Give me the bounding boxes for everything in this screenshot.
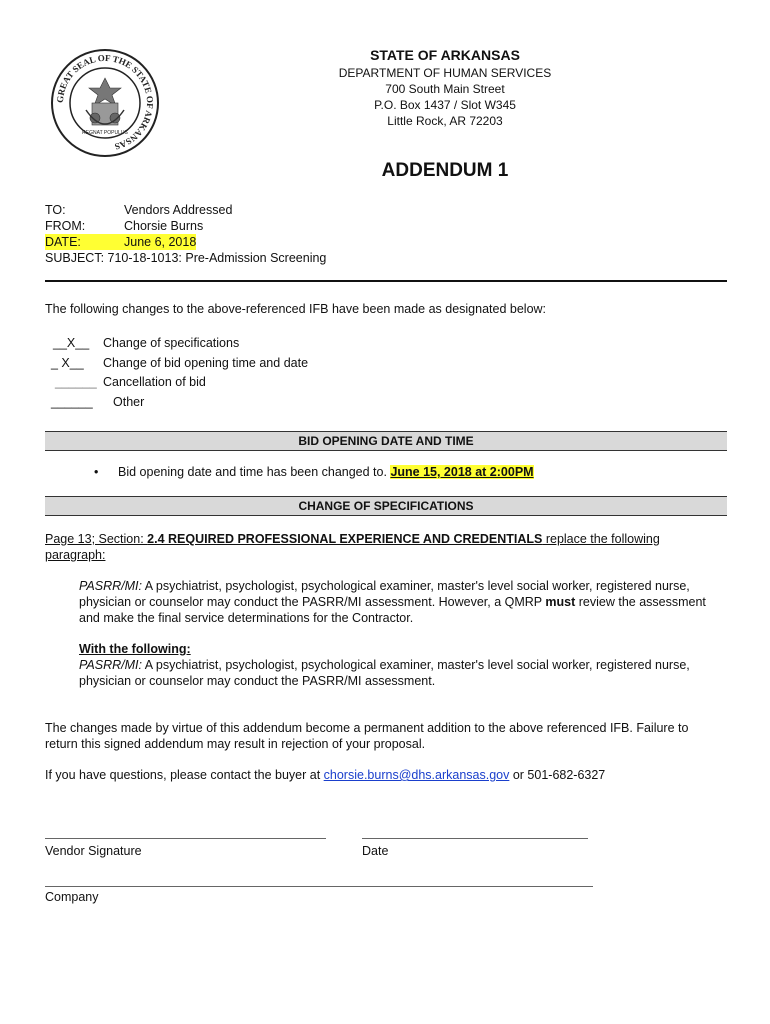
- date-label-signature: Date: [362, 844, 389, 858]
- with-following-label: With the following:: [79, 642, 191, 656]
- company-label: Company: [45, 890, 99, 904]
- vendor-signature-line[interactable]: [45, 838, 326, 839]
- checklist-label: Cancellation of bid: [103, 375, 206, 389]
- street-address: 700 South Main Street: [385, 82, 505, 96]
- closing-paragraph: The changes made by virtue of this addendum become a permanent addition to the above referenced IFB. Failure to return this signed addendum may result in rejection of your proposal.: [45, 721, 689, 751]
- state-seal: [50, 48, 160, 158]
- memo-block: [45, 202, 326, 266]
- po-box: P.O. Box 1437 / Slot W345: [374, 98, 516, 112]
- department-name: DEPARTMENT OF HUMAN SERVICES: [338, 66, 552, 80]
- subject-line: SUBJECT: 710-18-1013: Pre-Admission Screening: [45, 251, 327, 265]
- checklist-mark: ______: [51, 394, 93, 409]
- divider: [45, 280, 727, 282]
- document-title: ADDENDUM 1: [381, 160, 509, 181]
- checklist-mark: ______: [55, 375, 97, 389]
- spec-ref-suffix: replace the following paragraph:: [45, 532, 660, 562]
- buyer-email-link[interactable]: chorsie.burns@dhs.arkansas.gov: [323, 768, 510, 782]
- spec-ref-section: 2.4 REQUIRED PROFESSIONAL EXPERIENCE AND CREDENTIALS: [147, 532, 543, 546]
- new-paragraph-text: A psychiatrist, psychologist, psychological examiner, master's level social worker, registered nurse, physician or counselor may conduct the PASRR/MI assessment.: [79, 658, 690, 688]
- section-heading-specifications: CHANGE OF SPECIFICATIONS: [45, 496, 727, 516]
- new-paragraph: [79, 641, 719, 689]
- agency-header: [290, 45, 600, 129]
- spec-reference: [45, 531, 705, 563]
- change-checklist: [45, 336, 308, 414]
- spec-ref-prefix: Page 13; Section:: [45, 532, 148, 546]
- old-paragraph-text-end: review the assessment and make the final service determinations for the Contractor.: [79, 595, 706, 625]
- old-paragraph-emphasis: must: [545, 595, 576, 609]
- date-value: June 6, 2018: [124, 235, 197, 249]
- from-value: Chorsie Burns: [124, 219, 204, 233]
- bid-opening-bullet: [94, 465, 534, 479]
- old-paragraph-text: A psychiatrist, psychologist, psychological examiner, master's level social worker, registered nurse, physician or counselor may conduct the PASRR/MI assessment. However, a QMRP: [79, 579, 690, 609]
- date-line[interactable]: [362, 838, 588, 839]
- checklist-mark: __X__: [53, 336, 90, 350]
- checklist-label: Other: [113, 394, 145, 409]
- intro-text: The following changes to the above-referenced IFB have been made as designated below:: [45, 302, 547, 316]
- seal-center-text: REGNAT POPULUS: [82, 130, 128, 136]
- bid-opening-text: Bid opening date and time has been changed to.: [118, 465, 391, 479]
- checklist-mark: _ X__: [51, 355, 84, 370]
- new-bid-date: June 15, 2018 at 2:00PM: [390, 465, 534, 479]
- section-heading-bid-opening: BID OPENING DATE AND TIME: [45, 431, 727, 451]
- checklist-label: Change of bid opening time and date: [103, 355, 309, 370]
- checklist-label: Change of specifications: [103, 336, 240, 350]
- checklist-item: [45, 395, 308, 415]
- contact-phone: or 501-682-6327: [509, 768, 606, 782]
- new-paragraph-label: PASRR/MI:: [79, 658, 142, 672]
- checklist-item: [45, 336, 308, 356]
- city-state-zip: Little Rock, AR 72203: [387, 114, 503, 128]
- seal-ring-text: GREAT SEAL OF THE STATE OF ARKANSAS: [54, 52, 156, 152]
- date-label: DATE:: [45, 234, 124, 250]
- old-paragraph-label: PASRR/MI:: [79, 579, 142, 593]
- checklist-item: [45, 356, 308, 376]
- to-value: Vendors Addressed: [124, 203, 233, 217]
- to-label: TO:: [45, 203, 66, 217]
- checklist-item: [45, 375, 308, 395]
- old-paragraph: [79, 578, 719, 626]
- contact-line: [45, 767, 715, 783]
- company-line[interactable]: [45, 886, 593, 887]
- state-name: STATE OF ARKANSAS: [370, 47, 520, 63]
- bullet-dot: •: [94, 465, 99, 479]
- contact-prefix: If you have questions, please contact the buyer at: [45, 768, 324, 782]
- from-label: FROM:: [45, 219, 86, 233]
- vendor-signature-label: Vendor Signature: [45, 844, 142, 858]
